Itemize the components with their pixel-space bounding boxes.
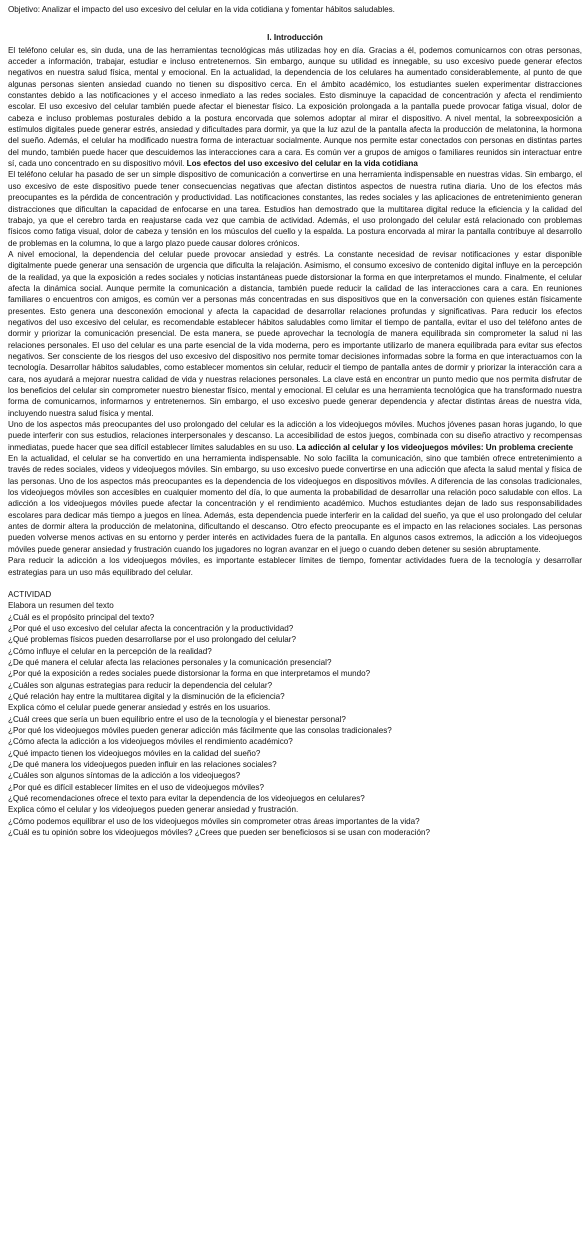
activity-item: ¿Cuál es el propósito principal del texto? <box>8 612 155 622</box>
paragraph-6-text: Para reducir la adicción a los videojuegos móviles, es importante establecer límites de tiempo, fomentar actividades fuera de la tecnología y desarrollar estrategias para un uso más equilibrado del celular. <box>8 556 582 577</box>
activity-item: Explica cómo el celular puede generar ansiedad y estrés en los usuarios. <box>8 703 271 713</box>
activity-item: ¿Qué impacto tienen los videojuegos móviles en la calidad del sueño? <box>8 748 261 758</box>
activity-item: ¿Qué problemas físicos pueden desarrollarse por el uso prolongado del celular? <box>8 635 296 645</box>
paragraph-5 <box>8 453 582 555</box>
activity-item: ¿Cuál crees que sería un buen equilibrio entre el uso de la tecnología y el bienestar personal? <box>8 714 346 724</box>
paragraph-4-text: Uno de los aspectos más preocupantes del uso prolongado del celular es la adicción a los videojuegos móviles. Muchos jóvenes pasan horas jugando, lo que puede interferir con sus estudios, relaciones interpersonales y descanso. La accesibilidad de estos juegos, combinada con su diseño atractivo y recompensas inmediatas, puede hacer que sea difícil establecer límites saludables en su uso. <box>8 420 582 452</box>
activity-item: ¿Cómo influye el celular en la percepción de la realidad? <box>8 646 212 656</box>
activity-item: ¿Qué relación hay entre la multitarea digital y la disminución de la eficiencia? <box>8 691 285 701</box>
paragraph-1 <box>8 45 582 170</box>
activity-item: ¿Cuáles son algunos síntomas de la adicción a los videojuegos? <box>8 771 241 781</box>
activity-item: ¿Por qué es difícil establecer límites en el uso de videojuegos móviles? <box>8 782 264 792</box>
paragraph-2-text: El teléfono celular ha pasado de ser un simple dispositivo de comunicación a convertirse en una herramienta indispensable en nuestras vidas. Sin embargo, el uso excesivo de este dispositivo puede tener consecuencias negativas que afectan distintos aspectos de nuestra rutina diaria. Uno de los efectos más preocupantes es la pérdida de concentración y productividad. Las notificaciones constantes, las redes sociales y las aplicaciones de entretenimiento generan distracciones que dificultan la capacidad de enfocarse en una tarea. Estudios han demostrado que la multitarea digital reduce la eficiencia y la calidad del trabajo, ya que el cerebro tarda en reajustarse cada vez que cambia de actividad. Además, el uso prolongado del celular está relacionado con problemas físicos como fatiga visual, dolor de cabeza y tensión en los músculos del cuello y la espalda. La postura encorvada al mirar la pantalla contribuye al desarrollo de problemas en la columna, lo que a largo plazo puede causar dolores crónicos. <box>8 170 582 248</box>
activity-item: Elabora un resumen del texto <box>8 601 114 611</box>
activity-item: Explica cómo el celular y los videojuegos pueden generar ansiedad y frustración. <box>8 805 299 815</box>
paragraph-6 <box>8 555 582 578</box>
activity-item: ¿Cómo podemos equilibrar el uso de los videojuegos móviles sin comprometer otras áreas importantes de la vida? <box>8 816 420 826</box>
paragraph-3 <box>8 249 582 419</box>
activity-item: ¿Qué recomendaciones ofrece el texto para evitar la dependencia de los videojuegos en celulares? <box>8 794 365 804</box>
paragraph-1-text: El teléfono celular es, sin duda, una de las herramientas tecnológicas más utilizadas hoy en día. Gracias a él, podemos comunicarnos con otras personas, acceder a información, trabajar, estudiar e incluso entretenernos. Sin embargo, aunque su utilidad es innegable, su uso excesivo puede generar efectos negativos en nuestra salud física, mental y emocional. En la actualidad, la dependencia de los celulares ha aumentado considerablemente, al punto de que algunas personas sienten ansiedad cuando no tienen su dispositivo cerca. En el ámbito académico, los estudiantes suelen experimentar distracciones constantes debido a las notificaciones y el acceso inmediato a las redes sociales. Esto disminuye la capacidad de concentración y afecta el rendimiento escolar. El uso excesivo del celular también puede afectar el bienestar físico. La exposición prolongada a la pantalla puede provocar fatiga visual, dolor de cabeza e incluso problemas posturales debido a la postura encorvada que solemos adoptar al mirar el dispositivo. A nivel mental, la sobreexposición a estímulos digitales puede generar estrés, ansiedad y dificultades para dormir, ya que la luz azul de la pantalla afecta la producción de melatonina, la hormona del sueño. Además, el celular ha modificado nuestra forma de interactuar socialmente. Aunque nos permite estar conectados con personas en distintas partes del mundo, también puede hacer que descuidemos las interacciones cara a cara. Es común ver a grupos de amigos o familiares reunidos sin interactuar entre sí, cada uno concentrado en su dispositivo móvil. <box>8 45 582 169</box>
paragraph-3-text: A nivel emocional, la dependencia del celular puede provocar ansiedad y estrés. La constante necesidad de revisar notificaciones y estar disponible digitalmente puede generar una sensación de urgencia que dificulta la relajación. Asimismo, el consumo excesivo de contenido digital influye en la percepción de la realidad, ya que la exposición a redes sociales y noticias instantáneas puede distorsionar la forma en que interpretamos el mundo. Finalmente, el celular afecta la dinámica social. Aunque permite la comunicación a distancia, también puede reducir la calidad de las interacciones cara a cara. En reuniones familiares o encuentros con amigos, es común ver a personas más concentradas en sus dispositivos que en la conversación con quienes están físicamente presentes. Esto genera una desconexión emocional y afecta la capacidad de desarrollar relaciones profundas y significativas. Para reducir los efectos negativos del uso excesivo del celular, es recomendable establecer hábitos saludables como limitar el tiempo de pantalla, evitar el uso del teléfono antes de dormir y priorizar la comunicación presencial. De esta manera, se puede aprovechar la tecnología de manera equilibrada sin comprometer la salud ni las relaciones personales. El uso del celular es una parte esencial de la vida moderna, pero es importante utilizarlo de manera equilibrada para evitar sus efectos negativos. Ser consciente de los riesgos del uso excesivo del dispositivo nos permite tomar decisiones informadas sobre la forma en que interactuamos con la tecnología. Desarrollar hábitos saludables, como establecer momentos sin celular, reducir el tiempo de pantalla antes de dormir y priorizar la interacción cara a cara, nos ayudará a mejorar nuestra calidad de vida y nuestras relaciones personales. La clave está en encontrar un punto medio que nos permita disfrutar de los beneficios del celular sin comprometer nuestro bienestar físico, mental y emocional. El celular es una herramienta tecnológica que ha transformado nuestra forma de comunicarnos, informarnos y entretenernos. Sin embargo, el uso excesivo puede generar dependencia y afectar distintas áreas de nuestra vida, incluyendo nuestra salud física y mental. <box>8 249 582 418</box>
subheading-addiction: La adicción al celular y los videojuegos móviles: Un problema creciente <box>296 442 574 452</box>
activity-item: ¿Por qué el uso excesivo del celular afecta la concentración y la productividad? <box>8 623 294 633</box>
paragraph-5-text: En la actualidad, el celular se ha convertido en una herramienta indispensable. No solo facilita la comunicación, sino que también ofrece entretenimiento a través de redes sociales, videos y videojuegos móviles. Sin embargo, su uso excesivo puede convertirse en una adicción que afecta la salud mental y física de las personas. Uno de los aspectos más preocupantes es la dependencia de los videojuegos en dispositivos móviles. A diferencia de las consolas tradicionales, los videojuegos móviles son accesibles en cualquier momento del día, lo que aumenta la probabilidad de desarrollar una relación poco saludable con ellos. La adicción a los videojuegos móviles puede afectar la concentración y el rendimiento académico. Muchos estudiantes dejan de lado sus responsabilidades escolares para dedicar más tiempo a juegos en línea. Además, esta dependencia puede interferir en la calidad del sueño, ya que el uso prolongado del celular antes de dormir altera la producción de melatonina, dificultando el descanso. Otro efecto preocupante es el impacto en las relaciones sociales. Las personas pueden volverse menos activas en su entorno y perder interés en actividades fuera de la pantalla. En algunos casos extremos, la adicción a los videojuegos móviles puede generar ansiedad y frustración cuando los jugadores no logran avanzar en el juego o cuando deben detener su sesión abruptamente. <box>8 454 582 554</box>
activity-item: ¿De qué manera los videojuegos pueden influir en las relaciones sociales? <box>8 760 277 769</box>
subheading-effects: Los efectos del uso excesivo del celular en la vida cotidiana <box>186 159 418 169</box>
activity-item: ¿Cuáles son algunas estrategias para reducir la dependencia del celular? <box>8 680 273 690</box>
activity-item: ¿Por qué la exposición a redes sociales puede distorsionar la forma en que interpretamos el mundo? <box>8 669 371 679</box>
activity-item: ¿Por qué los videojuegos móviles pueden generar adicción más fácilmente que las consolas tradicionales? <box>8 725 392 735</box>
paragraph-4 <box>8 419 582 453</box>
activity-item: ¿De qué manera el celular afecta las relaciones personales y la comunicación presencial? <box>8 657 332 667</box>
activity-item: ¿Cuál es tu opinión sobre los videojuegos móviles? ¿Crees que pueden ser beneficiosos si se usan con moderación? <box>8 828 431 838</box>
objective-line: Objetivo: Analizar el impacto del uso excesivo del celular en la vida cotidiana y fomentar hábitos saludables. <box>8 5 395 14</box>
section-title: I. Introducción <box>267 33 323 43</box>
activity-list <box>8 600 582 838</box>
spacer <box>8 578 582 589</box>
activity-item: ¿Cómo afecta la adicción a los videojuegos móviles el rendimiento académico? <box>8 737 293 747</box>
paragraph-2 <box>8 169 582 248</box>
activity-title: ACTIVIDAD <box>8 589 52 599</box>
